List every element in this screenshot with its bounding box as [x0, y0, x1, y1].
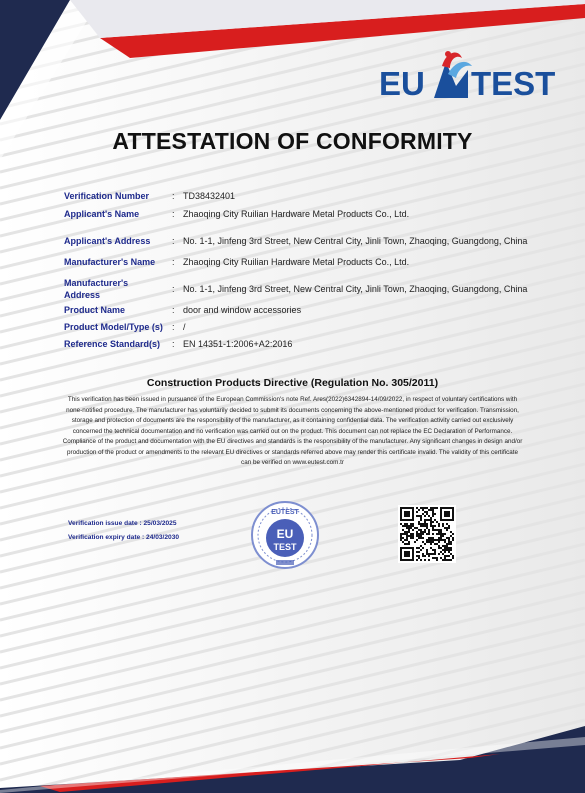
field-product-model: Product Model/Type (s) : /	[64, 321, 534, 338]
field-label: Applicant's Address	[64, 235, 151, 246]
field-label: Manufacturer's Address	[64, 277, 129, 300]
directive-text: This verification has been issued in pursuance of the European Commission's note Ref. Ares(2022)6342894-14/09/2022, in respect of voluntary certifications with none-notified procedure. The manufacturer has voluntarily decided to submit its documents concerning the above-mentioned product for verification. Transmission, storage and protection of documents are the responsibility of the manufacturer, as it containing confidential data. The verification activity carried out exclusively concerned the technical documentation and no verification was carried out on the product. This document can not replace the EC Declaration of Performance. Compliance of the product and documentation with the EU directives and standards is the responsibility of the manufacturer. Any significant changes in design and/or production of the product or amendments to the relevant EU directives or standards referred above may render this certificate invalid. The validity of this certificate can be verified on www.eutest.com.tr	[62, 396, 523, 466]
field-verification-number: Verification Number : TD38432401	[64, 190, 534, 208]
certificate-fields	[64, 190, 534, 355]
field-value: Zhaoqing City Ruilian Hardware Metal Products Co., Ltd.	[183, 209, 410, 219]
directive-title: Construction Products Directive (Regulation No. 305/2011)	[146, 377, 439, 389]
field-manufacturer-name: Manufacturer's Name : Zhaoqing City Ruilian Hardware Metal Products Co., Ltd.	[64, 256, 534, 273]
field-applicant-address: Applicant's Address : No. 1-1, Jinfeng 3rd Street, New Central City, Jinli Town, Zhaoqing, Guangdong, China	[64, 225, 534, 256]
field-applicant-name: Applicant's Name : Zhaoqing City Ruilian Hardware Metal Products Co., Ltd.	[64, 208, 534, 225]
expiry-date: Verification expiry date : 24/03/2030	[68, 534, 180, 541]
logo-eu-text: EU	[379, 65, 425, 102]
eutest-seal	[250, 500, 320, 570]
field-value: No. 1-1, Jinfeng 3rd Street, New Central City, Jinli Town, Zhaoqing, Guangdong, China	[183, 283, 528, 294]
page-title: ATTESTATION OF CONFORMITY	[112, 128, 473, 154]
field-label: Reference Standard(s)	[64, 339, 161, 349]
seal-top-text: EUTEST	[271, 509, 299, 516]
field-product-name: Product Name : door and window accessories	[64, 304, 534, 321]
field-value: No. 1-1, Jinfeng 3rd Street, New Central City, Jinli Town, Zhaoqing, Guangdong, China	[183, 235, 528, 246]
field-label: Applicant's Name	[64, 209, 140, 219]
field-reference-standard: Reference Standard(s) : EN 14351-1:2006+A2:2016	[64, 338, 534, 355]
verification-dates	[68, 520, 179, 548]
flame-swoosh-icon	[434, 51, 472, 98]
field-manufacturer-address: Manufacturer's Address : No. 1-1, Jinfeng 3rd Street, New Central City, Jinli Town, Zhaoqing, Guangdong, China	[64, 273, 534, 304]
field-label: Product Name	[64, 305, 126, 315]
field-label: Product Model/Type (s)	[64, 322, 163, 332]
seal-eu-text: EU	[276, 527, 294, 541]
logo-test-text: TEST	[471, 65, 556, 102]
field-value: TD38432401	[183, 191, 236, 201]
field-value: door and window accessories	[183, 305, 302, 315]
field-value: Zhaoqing City Ruilian Hardware Metal Products Co., Ltd.	[183, 257, 410, 267]
seal-test-text: TEST	[273, 542, 297, 552]
field-label: Manufacturer's Name	[64, 257, 156, 267]
field-label: Verification Number	[64, 191, 150, 201]
field-value: /	[183, 322, 186, 332]
field-value: EN 14351-1:2006+A2:2016	[183, 339, 293, 349]
issue-date: Verification issue date : 25/03/2025	[68, 520, 177, 527]
eutest-logo	[376, 44, 556, 108]
qr-code-icon[interactable]	[398, 505, 456, 563]
